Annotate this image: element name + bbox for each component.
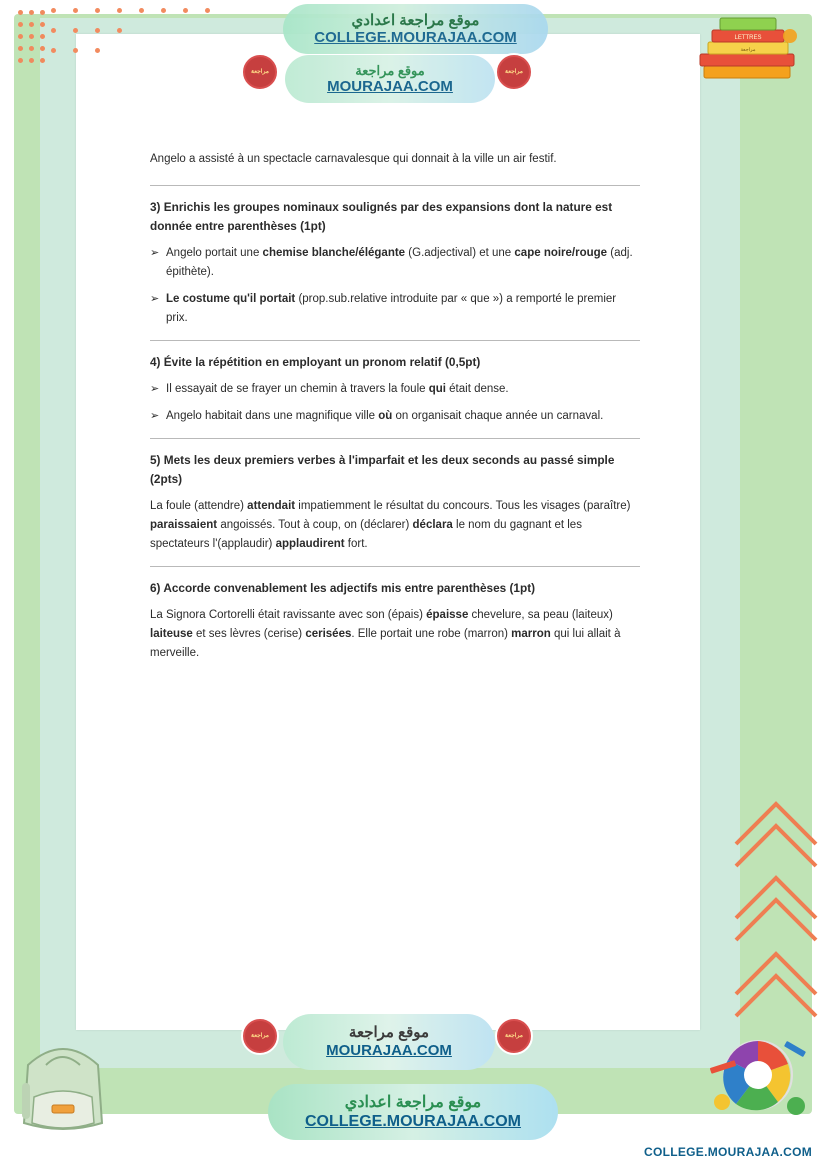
backpack-illustration xyxy=(8,1025,118,1145)
answer-bullet xyxy=(150,290,640,328)
arrow-bullet-icon: ➢ xyxy=(150,383,160,395)
question-title-q4: 4) Évite la répétition en employant un pronom relatif (0,5pt) xyxy=(150,355,481,369)
sentence-text: (adj. épithète). xyxy=(166,247,633,278)
sentence-text: Il essayait de se frayer un chemin à travers la foule xyxy=(166,383,429,395)
logo-badge-text: مراجعة xyxy=(245,57,275,87)
logo-badge-text: مراجعة xyxy=(245,1021,275,1051)
watermark-bottom-inner-english: MOURAJAA.COM xyxy=(326,1042,452,1059)
logo-badge-top-left xyxy=(241,53,279,91)
answer-bullet xyxy=(150,244,640,282)
decorative-dots-row xyxy=(18,8,268,54)
logo-badge-bottom-right xyxy=(495,1017,533,1055)
arrow-bullet-icon: ➢ xyxy=(150,293,160,305)
logo-badge-text: مراجعة xyxy=(499,1021,529,1051)
sentence-text: chevelure, sa peau (laiteux) xyxy=(468,609,613,621)
sentence-text: le nom du gagnant et les spectateurs l'(applaudir) xyxy=(150,519,582,550)
arrow-bullet-icon: ➢ xyxy=(150,410,160,422)
question-title-q5: 5) Mets les deux premiers verbes à l'imparfait et les deux seconds au passé simple (2pts) xyxy=(150,453,615,486)
watermark-top-english: COLLEGE.MOURAJAA.COM xyxy=(314,28,517,46)
watermark-top-arabic: موقع مراجعة اعدادي xyxy=(351,11,480,29)
exercise-list xyxy=(150,185,640,663)
logo-badge-bottom-left xyxy=(241,1017,279,1055)
chevrons-illustration xyxy=(726,790,826,1040)
answer-token: attendait xyxy=(247,500,296,512)
watermark-bottom-outer-arabic: موقع مراجعة اعدادي xyxy=(344,1094,482,1111)
answer-token: déclara xyxy=(412,519,453,531)
school-supplies-illustration xyxy=(698,1020,818,1130)
sentence-text: Angelo habitait dans une magnifique ville xyxy=(166,410,379,422)
section-divider xyxy=(150,185,640,186)
arrow-bullet-icon: ➢ xyxy=(150,247,160,259)
answer-paragraph xyxy=(150,606,640,663)
question-title-q3: 3) Enrichis les groupes nominaux soulignés par des expansions dont la nature est donnée entre parenthèses (1pt) xyxy=(150,200,613,233)
sentence-text: qui lui allait à merveille. xyxy=(150,628,621,659)
sentence-text: La foule (attendre) xyxy=(150,500,248,512)
watermark-bottom-outer xyxy=(268,1084,558,1140)
svg-text:LETTRES: LETTRES xyxy=(734,35,762,41)
answer-token: où xyxy=(378,410,393,422)
section-divider xyxy=(150,566,640,567)
sentence-text: Angelo portait une xyxy=(166,247,263,259)
sentence-text: impatiemment le résultat du concours. Tous les visages (paraître) xyxy=(295,500,631,512)
sentence-text: La Signora Cortorelli était ravissante avec son (épais) xyxy=(150,609,427,621)
answer-token: cerisées xyxy=(305,628,352,640)
watermark-bottom-outer-english: COLLEGE.MOURAJAA.COM xyxy=(305,1113,521,1130)
sentence-text: et ses lèvres (cerise) xyxy=(192,628,306,640)
svg-text:مراجعة: مراجعة xyxy=(740,47,756,53)
answer-token: Le costume qu'il portait xyxy=(166,293,296,305)
answer-token: cape noire/rouge xyxy=(514,247,608,259)
answer-token: paraissaient xyxy=(150,519,218,531)
sentence-text: . Elle portait une robe (marron) xyxy=(351,628,512,640)
answer-token: qui xyxy=(428,383,446,395)
watermark-top xyxy=(283,4,548,54)
logo-badge-top-right xyxy=(495,53,533,91)
answer-token: applaudirent xyxy=(275,538,345,550)
answer-paragraph xyxy=(150,497,640,554)
sentence-text: (prop.sub.relative introduite par « que ») a remporté le premier prix. xyxy=(166,293,617,324)
sentence-text: était dense. xyxy=(445,383,509,395)
watermark-bottom-inner-arabic: موقع مراجعة xyxy=(348,1024,430,1041)
answer-bullet xyxy=(150,380,640,399)
sentence-text: (G.adjectival) et une xyxy=(405,247,515,259)
question-title-q6: 6) Accorde convenablement les adjectifs mis entre parenthèses (1pt) xyxy=(150,581,536,595)
sentence-text: angoissés. Tout à coup, on (déclarer) xyxy=(217,519,413,531)
watermark-bottom-inner xyxy=(283,1014,495,1070)
logo-badge-text: مراجعة xyxy=(499,57,529,87)
sentence-text: on organisait chaque année un carnaval. xyxy=(392,410,604,422)
answer-token: marron xyxy=(511,628,551,640)
section-divider xyxy=(150,340,640,341)
answer-bullet xyxy=(150,407,640,426)
watermark-middle-arabic: موقع مراجعة xyxy=(355,62,425,78)
answer-token: laiteuse xyxy=(150,628,193,640)
watermark-middle xyxy=(285,55,495,103)
section-divider xyxy=(150,438,640,439)
answer-token: chemise blanche/élégante xyxy=(262,247,406,259)
sentence-text: fort. xyxy=(344,538,368,550)
books-illustration xyxy=(690,10,810,90)
watermark-middle-english: MOURAJAA.COM xyxy=(327,77,453,95)
worksheet-content xyxy=(150,150,640,669)
intro-sentence: Angelo a assisté à un spectacle carnavalesque qui donnait à la ville un air festif. xyxy=(150,153,557,165)
answer-token: épaisse xyxy=(426,609,469,621)
site-credit: COLLEGE.MOURAJAA.COM xyxy=(644,1145,812,1159)
